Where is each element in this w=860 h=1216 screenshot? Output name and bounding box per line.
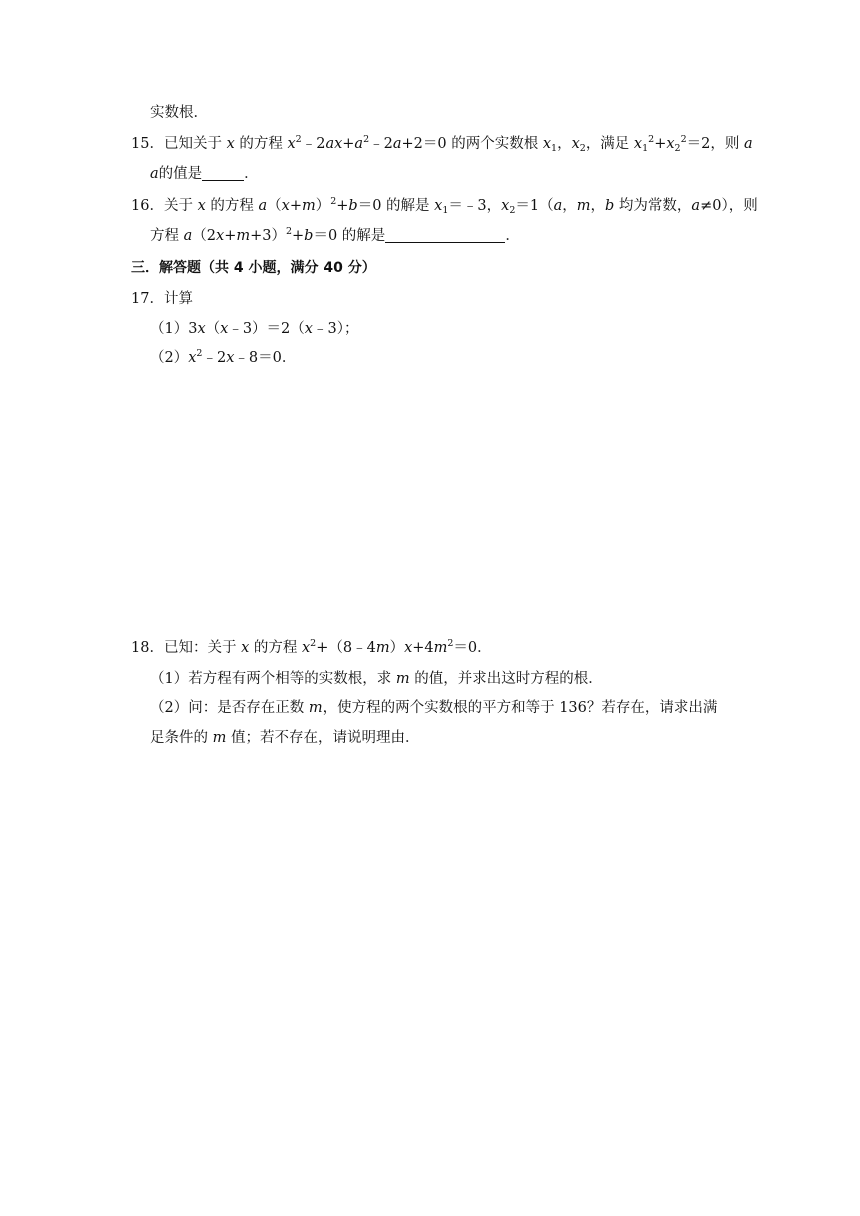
question-number: 17． <box>131 291 164 307</box>
question-17-part1: （1）3x（x﹣3）＝2（x﹣3）； <box>150 321 359 337</box>
question-18: 18．已知：关于 x 的方程 $x^2+(8﹣4m)x+4m^2=0$． <box>131 638 492 656</box>
question-17: 17．计算 <box>131 291 193 307</box>
question-number: 15． <box>131 136 164 152</box>
answer-blank[interactable] <box>385 227 505 243</box>
question-15: 15．已知关于 x 的方程 $x^2﹣2ax+a^2﹣2a+2=0$ 的两个实数根 $x_1$，$x_2$，满足 $x_1^2+x_2^2=2$，则 a <box>131 134 753 154</box>
question-18-part2: （2）问：是否存在正数 m，使方程的两个实数根的平方和等于 136？若存在，请求出满 <box>150 700 718 716</box>
question-number: 16． <box>131 198 164 214</box>
question-15-line2: a的值是 ． <box>150 166 259 182</box>
question-number: 18． <box>131 640 164 656</box>
question-14-tail: 实数根． <box>150 105 208 121</box>
question-17-part2: $(2)x^2﹣2x﹣8=0$． <box>150 348 297 366</box>
question-16-line2: 方程 $a(2x+m+3)^2+b=0$ 的解是 ． <box>150 226 520 244</box>
question-18-part1: （1）若方程有两个相等的实数根，求 m 的值，并求出这时方程的根． <box>150 671 603 687</box>
section-heading: 三．解答题（共 4 小题，满分 40 分） <box>131 260 376 276</box>
question-18-part2-line2: 足条件的 m 值；若不存在，请说明理由． <box>150 730 420 746</box>
answer-blank[interactable] <box>202 165 244 181</box>
question-16: 16．关于 x 的方程 $a(x+m)^2+b=0$ 的解是 $x_1=﹣3$，$x_2=1(a$，m，b 均为常数，a≠0），则 <box>131 196 758 216</box>
